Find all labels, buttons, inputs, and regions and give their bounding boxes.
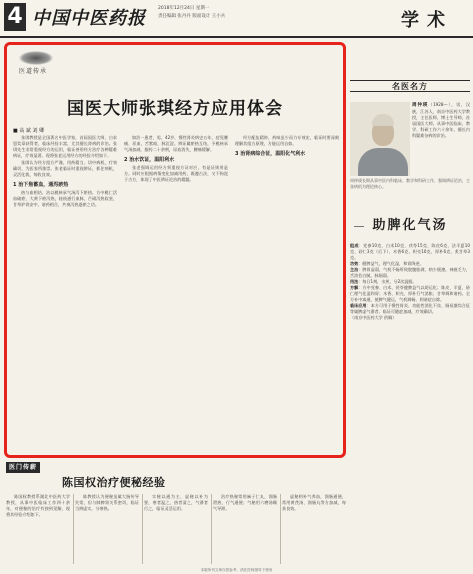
lower-column-tag: 医门传薪 [6,462,40,473]
recipe-title: 助脾化气汤 [372,218,448,233]
side-column [350,80,470,538]
recipe-item: 用法：每日1剂，水煎，分2次温服。 [350,279,417,284]
paragraph: 张老强调运用经方须重视方证对应，有是证则用是方。同时应根据病情变化加减用药，既遵古法，又不拘泥于古方，体现了中医辨证论治的精髓。 [124,165,228,182]
portrait-photo [350,102,410,176]
lower-article-title[interactable]: 陈国权治疗便秘经验 [62,476,166,489]
ink-brush-icon [19,51,53,65]
paper-name: 中国中医药报 [32,8,146,29]
recipe-text [350,243,470,533]
recipe-item: 组成：党参10克、白术10克、茯苓15克、陈皮6克、法半夏10克、砂仁3克（后下）、木香6克、枳壳10克、厚朴6克、炙甘草3克。 [350,243,470,260]
lower-article-body [6,494,346,566]
lower-column: 陈国权教授系湖北中医药大学教授，从事中医临床工作四十余年，对便秘的治疗有独到见解，现将其经验介绍如下。 [6,494,70,517]
article-headline: 国医大师张琪经方应用体会 [67,99,283,119]
recipe-source: （南京中医药大学 供稿） [350,315,397,320]
column-rule [280,494,281,564]
section-label: 学术 [401,10,453,31]
recipe-item: 方解：方中党参、白术、茯苓健脾益气以助运化；陈皮、半夏、砂仁理气化湿和胃；木香、枳壳、厚朴行气消胀；甘草调和诸药。全方补中寓通，使脾气健运，气机调畅，则诸症自除。 [350,285,470,302]
recipe-item: 功效：健脾益气，理气化湿，和胃降逆。 [350,261,424,266]
paragraph: 张琪认为经方组方严谨，用药精当，切中病机，疗效确切，为医家所推崇。张老临证时重视辨证，抓住病机，灵活化裁，每收良效。 [13,160,117,177]
doctor-name: 周仲瑛 [412,103,429,108]
article-column [13,135,117,455]
section-subhead: 1 治下焦蓄血，通泻瘀热 [13,182,69,188]
feature-article[interactable] [4,42,346,458]
lower-column: 治疗热秘常用麻子仁丸，润肠泄热，行气通便；气秘用六磨汤顺气导滞。 [213,494,277,511]
page-footer: 本版所刊文章仅供参考，请在医师指导下使用 [200,568,273,572]
recipe-item: 临床应用：本方可用于慢性胃炎、功能性消化不良、肠易激综合征等属脾虚气滞者。临证可随症加减，疗效确切。 [350,303,470,314]
side-header [350,80,470,92]
recipe-item: 主治：脾胃虚弱，气机不畅所致脘腹胀满，纳少便溏，神疲乏力，舌淡苔白腻，脉细弱。 [350,267,470,278]
paragraph: 经方配伍精妙，药味虽少而力专效宏，临证时要深刻理解其组方原理，方能运用自如。 [235,135,339,146]
article-banner [7,45,343,81]
lower-column: 陈教授认为便秘虽属大肠传导失常，但与肺脾肾关系密切，临证当辨虚实，分寒热。 [75,494,139,511]
article-column [235,135,339,455]
column-tag [13,49,61,77]
section-subhead: 2 治水饮证，温阳利水 [124,157,175,163]
masthead [0,0,473,38]
doctor-bio [412,102,470,176]
lower-column: 实秘以通为主，虚秘以补为要，寒者温之，热者清之，气滞者行之，临证灵活运用。 [144,494,208,511]
bio-text: （1928—），男，汉族，江苏人，南京中医药大学教授，主任医师，博士生导师，首届国医大师，从事中医临床、教学、科研工作六十余年，擅长内科疑难杂病的诊治。 [412,102,470,138]
side-header-label: 名医名方 [392,82,428,91]
article-column [124,135,228,455]
editor-credit: 责任编辑 张丹丹 版面设计 王小兵 [158,14,226,19]
page-number: 4 [4,3,26,31]
column-rule [211,494,212,564]
photo-caption: 周仲瑛长期从事中医内科临床、教学和科研工作，强调辨证论治，主张病机为理论核心。 [350,178,470,189]
article-body [13,135,339,457]
paragraph: 张琪教授是全国著名中医学家，首届国医大师，白求恩奖章获得者，临床经验丰富，尤其擅长肾病的诊治。张琪先生非常重视经方的运用，临证善用经方治疗各种疑难病证，疗效显著。现将张老运用经方的经验介绍如下。 [13,135,117,158]
article-byline: ■ 高 斌 刘 卿 [13,128,45,134]
issue-date: 2018年12月24日 星期一 [158,6,210,11]
lower-column: 虚秘则补气养血，润肠通便，常用黄芪汤、润肠丸等方加减，每获良效。 [282,494,346,511]
paragraph: 热与血相结，治以桃核承气汤泻下瘀热。方中桃仁活血破瘀，大黄下瘀泻热，桂枝通行血脉，芒硝泻热软坚，甘草护胃安中，诸药相合，共奏泻热逐瘀之功。 [13,190,117,207]
section-subhead: 3 治肾病综合征，温阳化气利水 [235,151,306,157]
column-rule [142,494,143,564]
column-tag-label: 医道传承 [19,68,48,75]
column-rule [73,494,74,564]
paragraph: 如治一患者，男，42岁，慢性肾炎病史五年，症见腰痛、尿血，舌紫暗，脉沉涩。辨证属瘀热互结，予桃核承气汤加减，服药二十余剂，尿血消失，腰痛缓解。 [124,135,228,152]
divider [354,226,364,234]
